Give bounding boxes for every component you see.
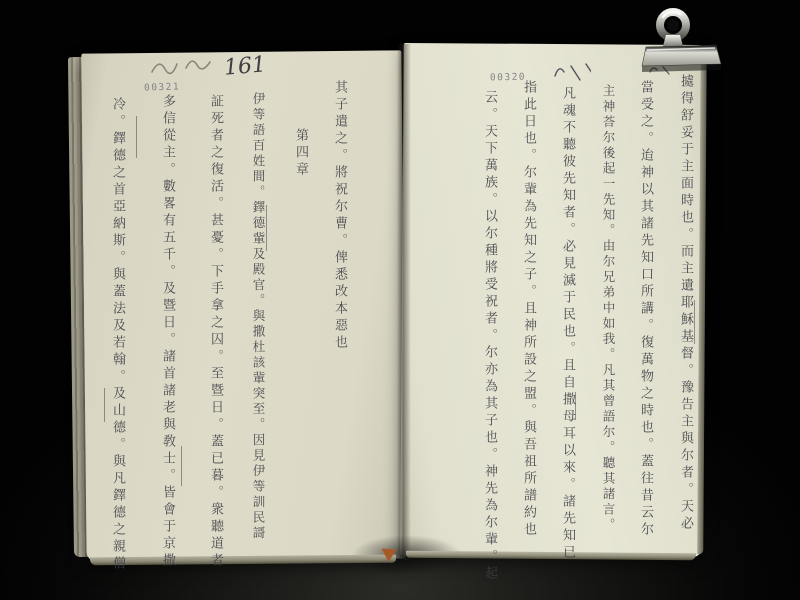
left-page: [81, 50, 406, 561]
handwritten-folio-number: 161: [222, 52, 268, 81]
correction-mark: [136, 116, 137, 158]
book-gutter: [397, 44, 411, 560]
left-column-4: 証死者之復活。甚憂。下手拿之囚。至暨日。蓋已暮。衆聽道者: [208, 94, 223, 570]
pencil-scribble-left: [148, 54, 220, 80]
correction-mark: [694, 300, 695, 344]
bookmark-ribbon-tip: [381, 548, 397, 562]
correction-mark: [181, 446, 182, 486]
right-column-2: 當受之。迨神以其諸先知口所講。復萬物之時也。蓋往昔云尔: [638, 80, 653, 539]
left-column-2-chapter-heading: 第四章: [293, 128, 308, 179]
pencil-scribble-right: [549, 58, 591, 84]
right-column-6: 云。天下萬族。以尔種將受祝者。尔亦為其子也。神先為尔軰。起: [482, 90, 497, 583]
right-column-4: 凡魂不聽彼先知者。必見滅于民也。且自撒母耳以來。諸先知已: [560, 86, 575, 562]
right-column-5: 指此日也。尔軰為先知之子。且神所設之盟。與吾祖所譜約也: [521, 80, 536, 539]
correction-mark: [104, 388, 105, 422]
left-column-6: 冷。鐸德之首亞納斯。與蓋法及若翰。及山德。與凡鐸德之親僧: [110, 97, 125, 573]
left-column-1: 其子遣之。將祝尔曹。俾悉改本惡也: [332, 80, 347, 352]
right-column-3: 主神荅尔後起一先知。由尔兄弟中如我。凡其曾語尔。聽其諸言。: [601, 84, 616, 534]
correction-mark: [266, 205, 267, 251]
left-column-5: 多信從主。數畧有五千。及暨日。諸首諸老與敎士。皆會于京撒: [160, 94, 175, 570]
left-page-bottom-edge: [90, 555, 396, 566]
right-page: [400, 43, 705, 557]
right-column-1: 㨿得舒妥于主面時也。而主遺耶穌基督。豫告主與尔者。天必: [678, 74, 693, 533]
left-column-3: 伊等語百姓間。鐸德軰及殿官。與撒杜該軰突至。因見伊等訓民謌: [251, 92, 266, 542]
archival-stamp-left: 00321: [143, 81, 181, 94]
archival-stamp-right: 00320: [489, 71, 527, 84]
binder-clip-icon: [632, 0, 726, 78]
correction-mark: [575, 392, 576, 420]
